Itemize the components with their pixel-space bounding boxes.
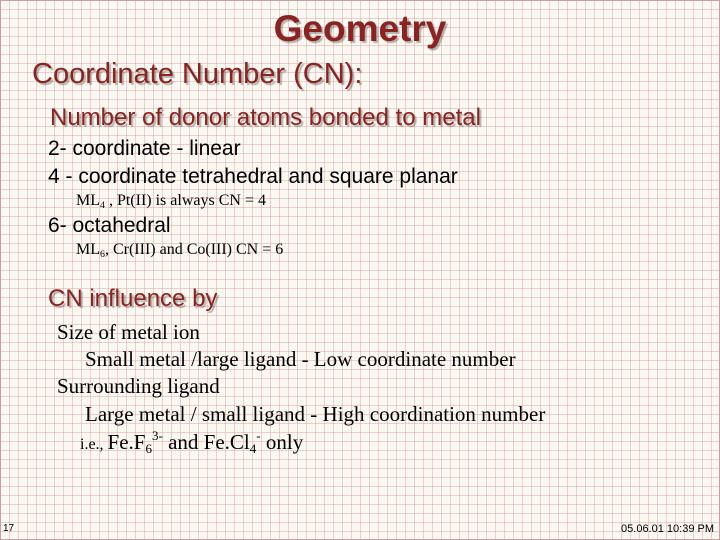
tetrahedral-line: 4 - coordinate tetrahedral and square planar (48, 165, 458, 188)
size-heading: Size of metal ion (57, 320, 200, 344)
example-line (80, 427, 304, 456)
size-detail: Small metal /large ligand - Low coordinate number (85, 347, 516, 371)
octahedral-line: 6- octahedral (48, 214, 171, 237)
ml4-subscript: 4 (100, 199, 105, 211)
cn-influence-heading: CN influence by (48, 285, 218, 312)
ml4-base: ML (76, 192, 100, 209)
cn-definition: Number of donor atoms bonded to metal (50, 104, 481, 131)
slide-title: Geometry (273, 8, 447, 49)
example-suffix: only (260, 430, 304, 454)
fef6-charge: 3- (152, 427, 163, 443)
linear-line: 2- coordinate - linear (48, 137, 241, 160)
fecl4-charge: - (256, 427, 261, 443)
ml4-rest: , Pt(II) is always CN = 4 (104, 192, 266, 209)
slide-number: 17 (3, 523, 15, 534)
example-and: and Fe.Cl (162, 430, 250, 454)
ligand-detail: Large metal / small ligand - High coordination number (85, 402, 546, 426)
ligand-heading: Surrounding ligand (57, 374, 220, 398)
subtitle: Coordinate Number (CN): (32, 58, 363, 90)
timestamp: 05.06.01 10:39 PM (621, 523, 714, 535)
example-prefix: i.e., (80, 436, 108, 453)
fef6-formula: Fe.F (107, 430, 146, 454)
fef6-subscript: 6 (145, 440, 152, 456)
ml4-example (76, 192, 266, 210)
ml6-base: ML (76, 241, 100, 258)
fecl4-subscript: 4 (249, 440, 257, 456)
ml6-subscript: 6 (100, 248, 105, 260)
ml6-example (76, 241, 283, 259)
ml6-rest: , Cr(III) and Co(III) CN = 6 (104, 241, 284, 258)
